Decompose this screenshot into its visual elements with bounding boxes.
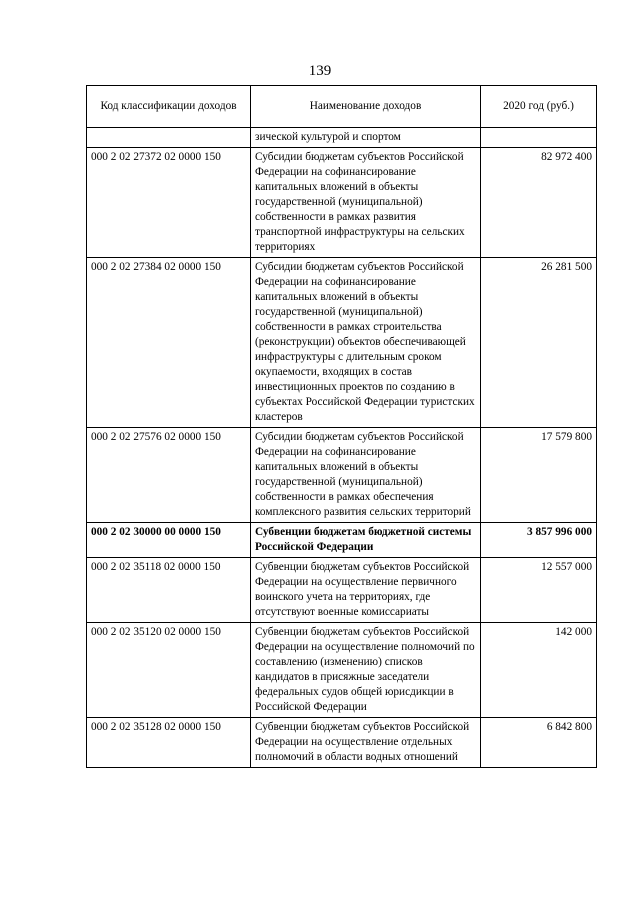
cell-name: зической культурой и спортом xyxy=(251,128,481,148)
cell-code: 000 2 02 27576 02 0000 150 xyxy=(87,428,251,523)
cell-name: Субсидии бюджетам субъектов Российской Федерации на софинансирование капитальных вложений в объекты государственной (муниципальной) собственности в рамках строительства (реконструкции) объектов обеспечивающей инфраструктуры с длительным сроком окупаемости, входящих в состав инвестиционных проектов по созданию в субъектах Российской Федерации туристских кластеров xyxy=(251,258,481,428)
cell-amount: 82 972 400 xyxy=(481,148,597,258)
table-header xyxy=(87,86,597,128)
cell-amount: 17 579 800 xyxy=(481,428,597,523)
cell-code: 000 2 02 27384 02 0000 150 xyxy=(87,258,251,428)
cell-code: 000 2 02 35120 02 0000 150 xyxy=(87,623,251,718)
cell-code: 000 2 02 35128 02 0000 150 xyxy=(87,718,251,768)
cell-amount: 6 842 800 xyxy=(481,718,597,768)
table-row xyxy=(87,258,597,428)
cell-amount: 3 857 996 000 xyxy=(481,523,597,558)
revenue-table xyxy=(86,85,597,768)
cell-code-empty xyxy=(87,128,251,148)
header-name: Наименование доходов xyxy=(251,86,481,128)
table-row xyxy=(87,623,597,718)
cell-name: Субвенции бюджетам субъектов Российской Федерации на осуществление отдельных полномочий в области водных отношений xyxy=(251,718,481,768)
table-row xyxy=(87,718,597,768)
cell-code: 000 2 02 30000 00 0000 150 xyxy=(87,523,251,558)
cell-name: Субвенции бюджетам бюджетной системы Российской Федерации xyxy=(251,523,481,558)
table-row-total xyxy=(87,523,597,558)
header-code: Код классификации доходов xyxy=(87,86,251,128)
cell-name: Субвенции бюджетам субъектов Российской Федерации на осуществление первичного воинского учета на территориях, где отсутствуют военные комиссариаты xyxy=(251,558,481,623)
table-row-continuation xyxy=(87,128,597,148)
cell-amount: 26 281 500 xyxy=(481,258,597,428)
cell-amount: 142 000 xyxy=(481,623,597,718)
cell-name: Субвенции бюджетам субъектов Российской Федерации на осуществление полномочий по составлению (изменению) списков кандидатов в присяжные заседатели федеральных судов общей юрисдикции в Российской Федерации xyxy=(251,623,481,718)
table-row xyxy=(87,558,597,623)
cell-code: 000 2 02 35118 02 0000 150 xyxy=(87,558,251,623)
cell-amount: 12 557 000 xyxy=(481,558,597,623)
cell-name: Субсидии бюджетам субъектов Российской Федерации на софинансирование капитальных вложений в объекты государственной (муниципальной) собственности в рамках развития транспортной инфраструктуры на сельских территориях xyxy=(251,148,481,258)
table-row xyxy=(87,428,597,523)
cell-code: 000 2 02 27372 02 0000 150 xyxy=(87,148,251,258)
cell-name: Субсидии бюджетам субъектов Российской Федерации на софинансирование капитальных вложений в объекты государственной (муниципальной) собственности в рамках обеспечения комплексного развития сельских территорий xyxy=(251,428,481,523)
page-number: 139 xyxy=(308,63,332,79)
header-amount: 2020 год (руб.) xyxy=(481,86,597,128)
table-row xyxy=(87,148,597,258)
cell-amount-empty xyxy=(481,128,597,148)
